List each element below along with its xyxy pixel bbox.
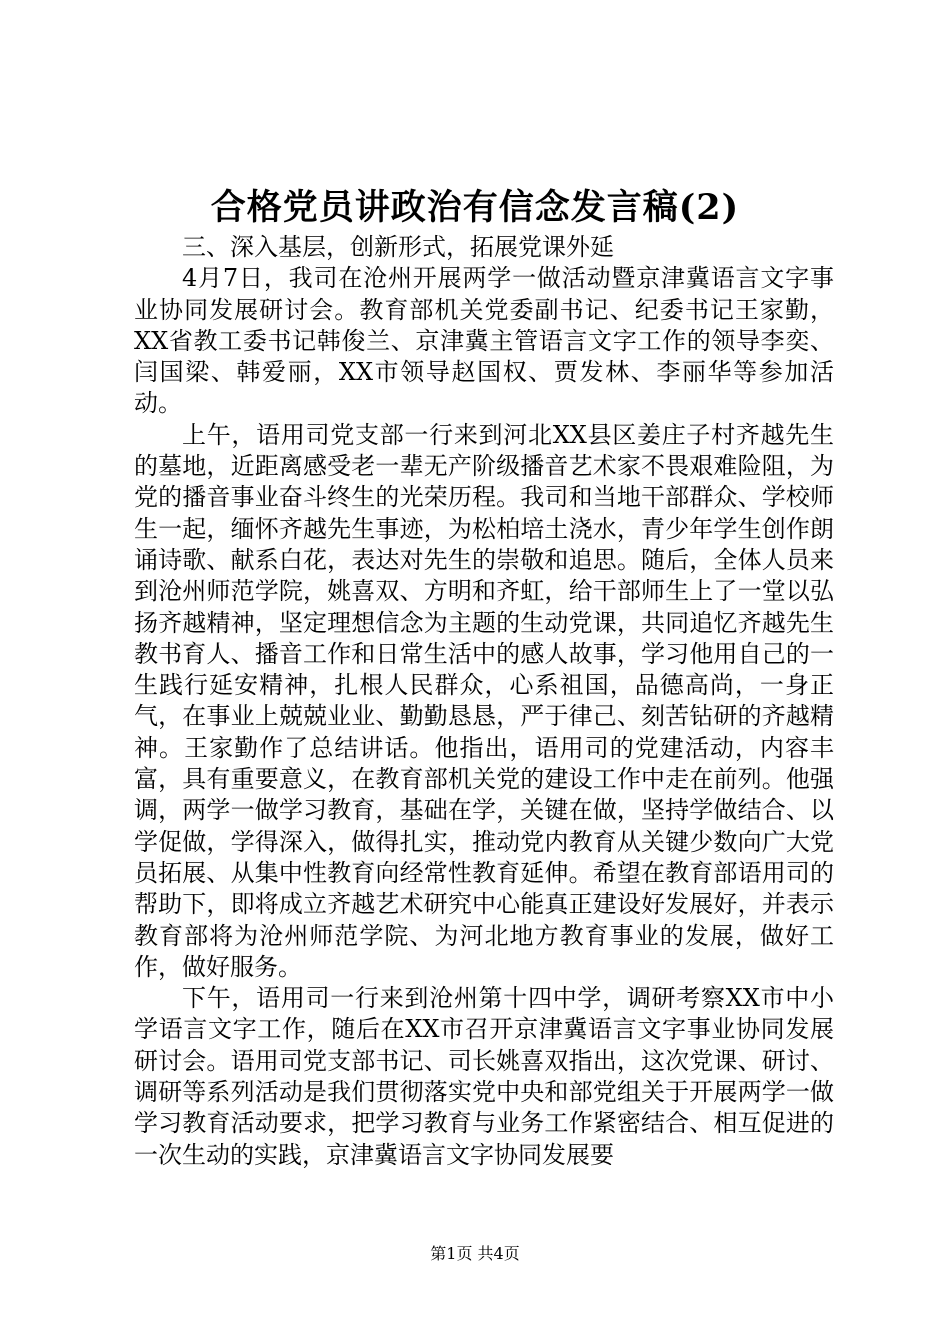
body-paragraph: 下午，语用司一行来到沧州第十四中学，调研考察XX市中小学语言文字工作，随后在XX市召开京津冀语言文字事业协同发展研讨会。语用司党支部书记、司长姚喜双指出，这次党课、研讨、调研等系列活动是我们贯彻落实党中央和部党组关于开展两学一做学习教育活动要求，把学习教育与业务工作紧密结合、相互促进的一次生动的实践，京津冀语言文字协同发展要 [134, 984, 834, 1169]
section-heading: 三、深入基层，创新形式，拓展党课外延 [182, 233, 614, 261]
body-paragraph: 上午，语用司党支部一行来到河北XX县区姜庄子村齐越先生的墓地，近距离感受老一辈无产阶级播音艺术家不畏艰难险阻，为党的播音事业奋斗终生的光荣历程。我司和当地干部群众、学校师生一起，缅怀齐越先生事迹，为松柏培土浇水，青少年学生创作朗诵诗歌、献系白花，表达对先生的崇敬和追思。随后，全体人员来到沧州师范学院，姚喜双、方明和齐虹，给干部师生上了一堂以弘扬齐越精神，坚定理想信念为主题的生动党课，共同追忆齐越先生教书育人、播音工作和日常生活中的感人故事，学习他用自己的一生践行延安精神，扎根人民群众，心系祖国，品德高尚，一身正气，在事业上兢兢业业、勤勤恳恳，严于律己、刻苦钻研的齐越精神。王家勤作了总结讲话。他指出，语用司的党建活动，内容丰富，具有重要意义，在教育部机关党的建设工作中走在前列。他强调，两学一做学习教育，基础在学，关键在做，坚持学做结合、以学促做，学得深入，做得扎实，推动党内教育从关键少数向广大党员拓展、从集中性教育向经常性教育延伸。希望在教育部语用司的帮助下，即将成立齐越艺术研究中心能真正建设好发展好，并表示教育部将为沧州师范学院、为河北地方教育事业的发展，做好工作，做好服务。 [134, 420, 834, 981]
document-title: 合格党员讲政治有信念发言稿(2) [210, 187, 740, 228]
page-number-footer: 第1页 共4页 [430, 1244, 520, 1263]
body-paragraph: 4月7日，我司在沧州开展两学一做活动暨京津冀语言文字事业协同发展研讨会。教育部机关党委副书记、纪委书记王家勤，XX省教工委书记韩俊兰、京津冀主管语言文字工作的领导李奕、闫国梁、韩爱丽，XX市领导赵国权、贾发林、李丽华等参加活动。 [134, 264, 834, 418]
document-body [134, 232, 834, 1171]
